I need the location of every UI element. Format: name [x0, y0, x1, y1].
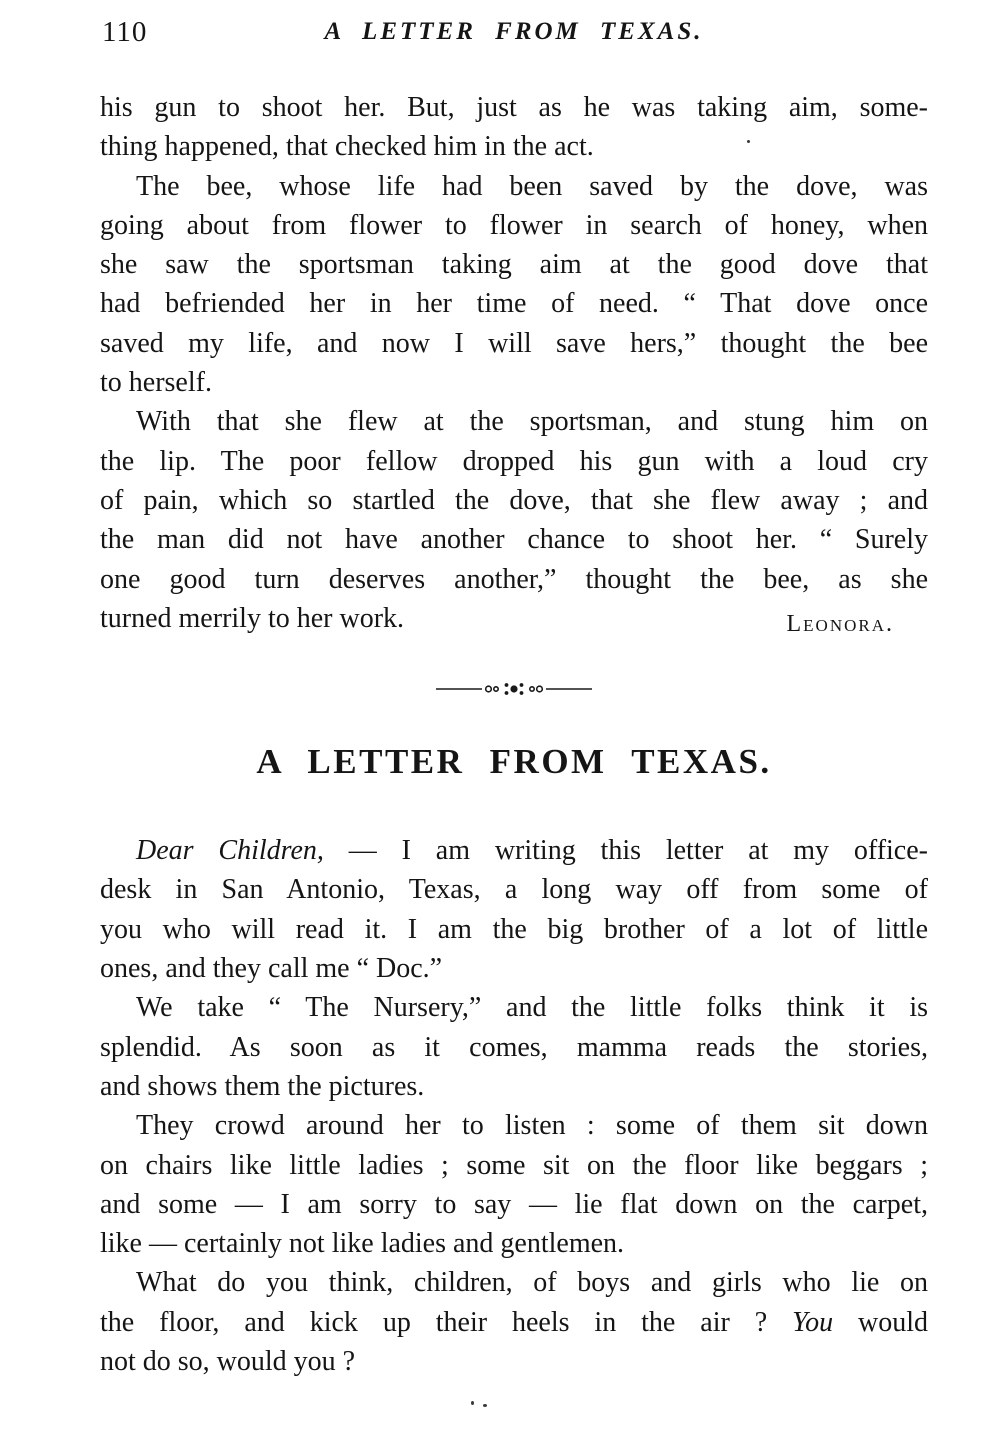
text-line — [100, 442, 928, 481]
text-line — [100, 206, 928, 245]
paragraph — [100, 988, 928, 1106]
section-title: A LETTER FROM TEXAS. — [256, 742, 772, 782]
text-segment: We take “ The Nursery,” and the little folks think it is — [136, 992, 928, 1024]
text-line — [100, 245, 928, 284]
text-segment: and shows them the pictures. — [100, 1070, 425, 1102]
text-line — [100, 1303, 928, 1342]
text-segment: The bee, whose life had been saved by the dove, was — [136, 170, 928, 202]
ink-speck — [471, 1401, 474, 1405]
text-segment: They crowd around her to listen : some of them sit down — [136, 1110, 928, 1142]
paragraph — [100, 167, 928, 403]
text-segment: the lip. The poor fellow dropped his gun with a loud cry — [100, 445, 928, 477]
text-segment: going about from flower to flower in search of honey, when — [100, 209, 928, 241]
text-segment: ones, and they call me “ Doc.” — [100, 953, 443, 985]
text-line — [100, 1263, 928, 1302]
text-segment: she saw the sportsman taking aim at the good dove that — [100, 249, 928, 281]
text-segment: You — [792, 1306, 834, 1338]
text-line — [100, 520, 928, 559]
text-line — [100, 870, 928, 909]
text-segment: What do you think, children, of boys and girls who lie on — [136, 1267, 928, 1299]
text-segment: With that she flew at the sportsman, and stung him on — [136, 406, 928, 438]
text-line — [100, 1146, 928, 1185]
text-line — [100, 127, 928, 166]
text-line — [100, 481, 928, 520]
section-divider — [100, 680, 928, 698]
author-signature: Leonora. — [786, 611, 894, 638]
paragraph — [100, 402, 928, 638]
text-line — [100, 363, 928, 402]
text-segment: to herself. — [100, 367, 212, 399]
text-line — [100, 1067, 928, 1106]
text-segment: desk in San Antonio, Texas, a long way off from some of — [100, 874, 928, 906]
text-line — [100, 1342, 928, 1381]
text-line — [100, 949, 928, 988]
text-segment: on chairs like little ladies ; some sit on the floor like beggars ; — [100, 1149, 928, 1181]
text-segment: of pain, which so startled the dove, that she flew away ; and — [100, 484, 928, 516]
text-segment: you who will read it. I am the big brother of a lot of little — [100, 913, 928, 945]
text-line — [100, 284, 928, 323]
text-line — [100, 167, 928, 206]
text-segment: thing happened, that checked him in the act. — [100, 131, 594, 163]
text-segment: the floor, and kick up their heels in the air ? — [100, 1306, 793, 1338]
divider-ornament-icon — [434, 680, 594, 698]
text-line — [100, 831, 928, 870]
paragraph — [100, 831, 928, 988]
page-header — [100, 16, 928, 50]
text-line — [100, 560, 928, 599]
text-line — [100, 910, 928, 949]
text-line — [100, 1185, 928, 1224]
ink-speck — [747, 140, 750, 143]
text-segment: Dear Children, — [136, 835, 324, 867]
text-line — [100, 1106, 928, 1145]
text-segment: like — certainly not like ladies and gentlemen. — [100, 1228, 625, 1260]
text-segment: not do so, would you ? — [100, 1346, 356, 1378]
text-line — [100, 1028, 928, 1067]
text-segment: — I am writing this letter at my office- — [323, 835, 928, 867]
paragraph — [100, 1106, 928, 1263]
paragraph — [100, 1263, 928, 1381]
text-segment: would — [833, 1306, 928, 1338]
letter-body-text — [100, 831, 928, 1381]
story-ending-text — [100, 88, 928, 638]
text-segment: and some — I am sorry to say — lie flat down on the carpet, — [100, 1188, 928, 1220]
text-segment: the man did not have another chance to shoot her. “ Surely — [100, 524, 928, 556]
text-segment: one good turn deserves another,” thought the bee, as she — [100, 563, 928, 595]
ink-speck — [483, 1404, 487, 1407]
text-line — [100, 599, 928, 638]
page-number: 110 — [102, 16, 148, 48]
running-title: A LETTER FROM TEXAS. — [324, 18, 704, 45]
text-line — [100, 402, 928, 441]
text-segment: his gun to shoot her. But, just as he was taking aim, some- — [100, 92, 928, 123]
text-line — [100, 1224, 928, 1263]
paragraph — [100, 88, 928, 167]
text-line — [100, 988, 928, 1027]
text-segment: saved my life, and now I will save hers,” thought the bee — [100, 327, 928, 359]
text-segment: turned merrily to her work. — [100, 602, 405, 634]
text-segment: splendid. As soon as it comes, mamma reads the stories, — [100, 1031, 928, 1063]
text-line — [100, 88, 928, 127]
text-line — [100, 324, 928, 363]
text-segment: had befriended her in her time of need. “ That dove once — [100, 288, 928, 320]
